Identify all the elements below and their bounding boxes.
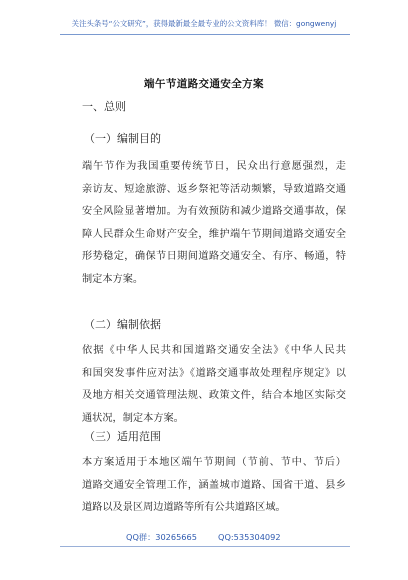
text-line: 制定本方案。 (82, 273, 144, 285)
document-title: 端午节道路交通安全方案 (144, 78, 264, 90)
section-heading-general: 一、总则 (82, 100, 126, 113)
text-line: 通状况，制定本方案。 (82, 412, 184, 424)
text-line: 安全风险显著增加。为有效预防和减少道路交通事故，保 (82, 206, 346, 217)
footer-divider (60, 546, 350, 547)
paragraph-purpose (82, 156, 346, 291)
paragraph-basis (82, 340, 346, 430)
footer-qq-group: QQ群：30265665 (126, 532, 197, 542)
header-divider (60, 34, 350, 35)
text-line: 亲访友、短途旅游、返乡祭祀等活动频繁，导致道路交通 (82, 183, 346, 195)
text-line: 依据《中华人民共和国道路交通安全法》《中华人民共 (82, 345, 346, 356)
section-heading-purpose: （一）编制目的 (84, 132, 161, 145)
text-line: 道路交通安全管理工作，涵盖城市道路、国省干道、县乡 (82, 479, 346, 491)
text-line: 及地方相关交通管理法规、政策文件，结合本地区实际交 (82, 390, 346, 401)
section-heading-scope: （三）适用范围 (84, 430, 161, 443)
footer-qq-contact: QQ:535304092 (218, 532, 281, 542)
text-line: 本方案适用于本地区端午节期间（节前、节中、节后） (82, 457, 346, 468)
footer (0, 532, 408, 546)
text-line: 和国突发事件应对法》《道路交通事故处理程序规定》以 (82, 367, 346, 379)
text-line: 道路以及景区周边道路等所有公共道路区域。 (82, 502, 286, 513)
section-heading-basis: （二）编制依据 (84, 318, 161, 331)
text-line: 形势稳定，确保节日期间道路交通安全、有序、畅通，特 (82, 251, 346, 262)
header-banner: 关注头条号“公文研究”，获得最新最全最专业的公文资料库！ 微信：gongwenyj (71, 19, 337, 28)
text-line: 障人民群众生命财产安全，维护端午节期间道路交通安全 (82, 228, 346, 240)
paragraph-scope (82, 452, 346, 520)
text-line: 端午节作为我国重要传统节日，民众出行意愿强烈，走 (82, 161, 346, 172)
